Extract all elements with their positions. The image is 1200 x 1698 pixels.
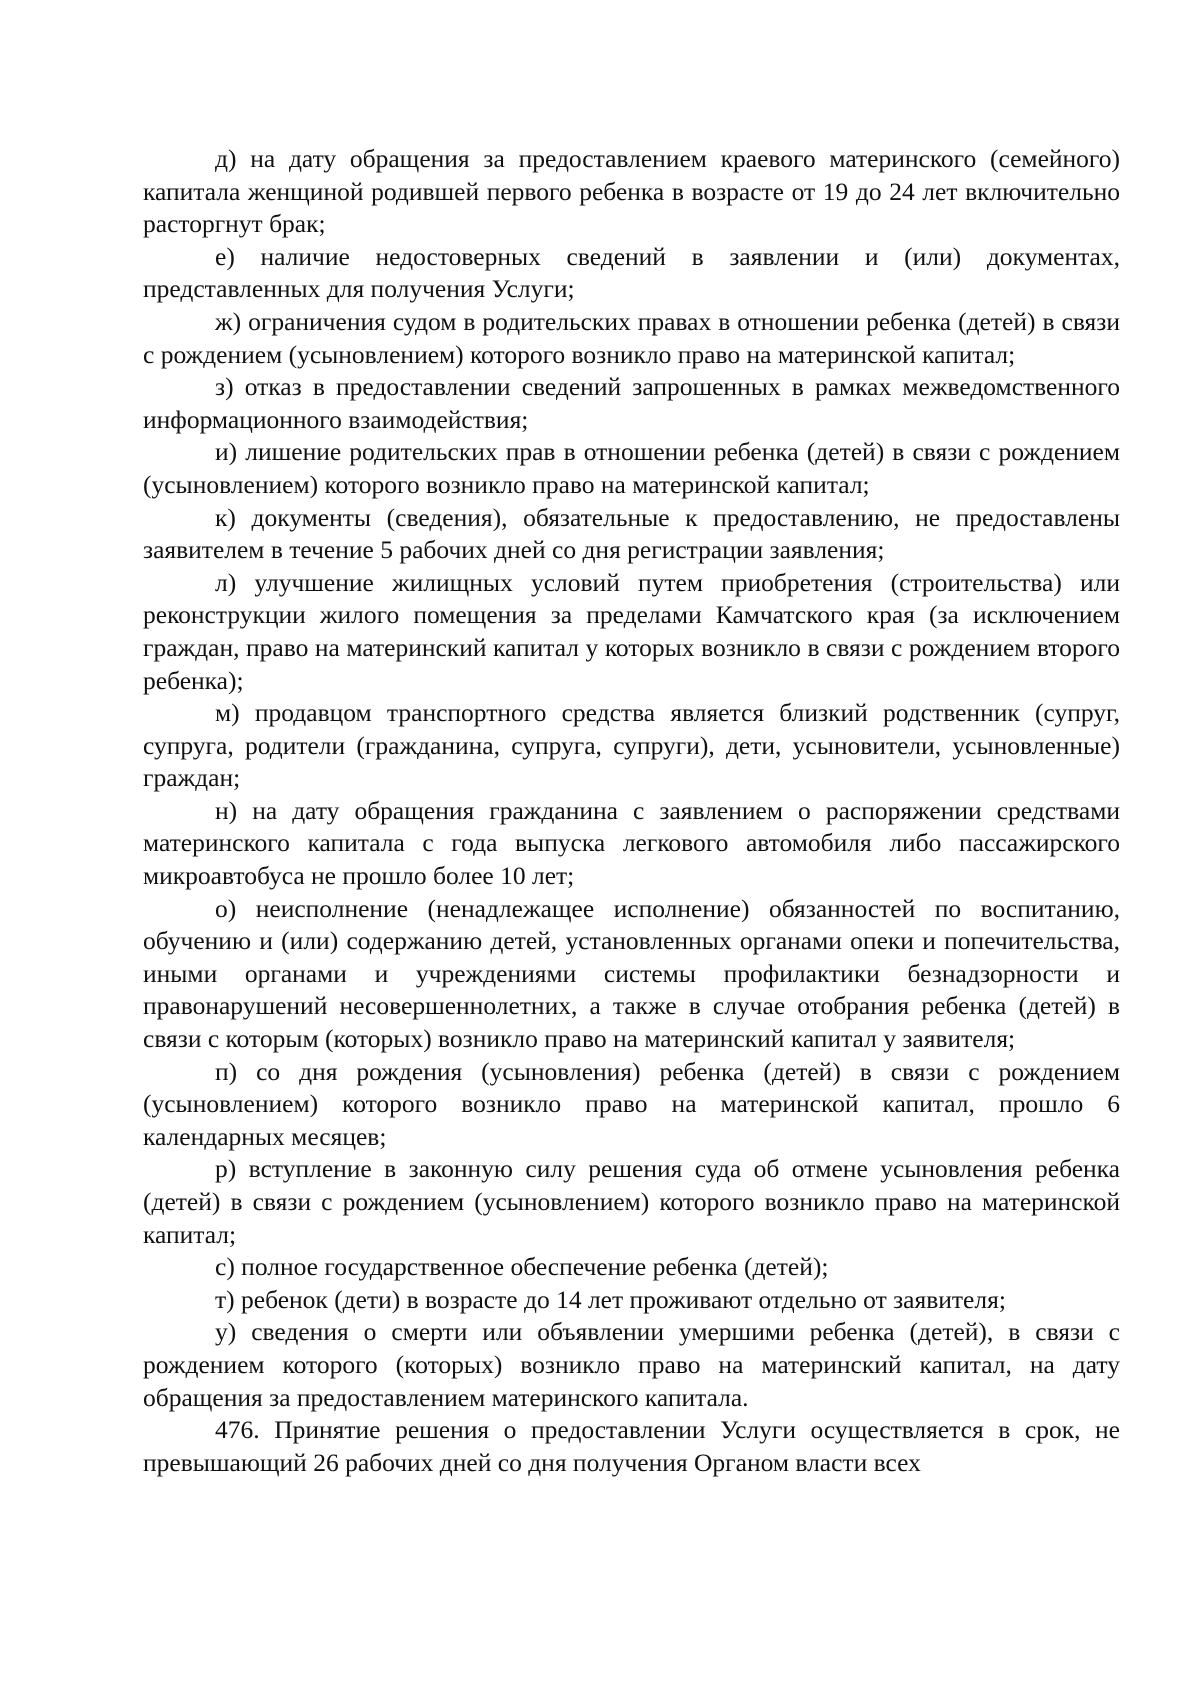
paragraph-n: н) на дату обращения гражданина с заявлением о распоряжении средствами материнского капитала с года выпуска легкового автомобиля либо пассажирского микроавтобуса не прошло более 10 лет; [143,795,1120,891]
paragraph-k: к) документы (сведения), обязательные к предоставлению, не предоставлены заявителем в течение 5 рабочих дней со дня регистрации заявления; [143,502,1120,565]
paragraph-p: п) со дня рождения (усыновления) ребенка (детей) в связи с рождением (усыновлением) которого возникло право на материнской капитал, прошло 6 календарных месяцев; [143,1056,1120,1151]
paragraph-i: и) лишение родительских прав в отношении ребенка (детей) в связи с рождением (усыновлением) которого возникло право на материнской капитал; [143,437,1120,499]
document-page [143,143,1120,1479]
paragraph-r: р) вступление в законную силу решения суда об отмене усыновления ребенка (детей) в связи с рождением (усыновлением) которого возникло право на материнской капитал; [143,1154,1120,1249]
paragraph-zh: ж) ограничения судом в родительских правах в отношении ребенка (детей) в связи с рождением (усыновлением) которого возникло право на материнской капитал; [143,306,1120,369]
paragraph-z: з) отказ в предоставлении сведений запрошенных в рамках межведомственного информационного взаимодействия; [143,372,1120,434]
paragraph-m: м) продавцом транспортного средства является близкий родственник (супруг, супруга, родители (гражданина, супруга, супруги), дети, усыновители, усыновленные) граждан; [143,698,1120,793]
paragraph-d: д) на дату обращения за предоставлением краевого материнского (семейного) капитала женщиной родившей первого ребенка в возрасте от 19 до 24 лет включительно расторгнут брак; [143,144,1120,239]
paragraph-s: с) полное государственное обеспечение ребенка (детей); [215,1252,829,1282]
paragraph-o: о) неисполнение (ненадлежащее исполнение) обязанностей по воспитанию, обучению и (или) содержанию детей, установленных органами опеки и попечительства, иными органами и учреждениями системы профилактики безнадзорности и правонарушений несовершеннолетних, а также в случае отобрания ребенка (детей) в связи с которым (которых) возникло право на материнский капитал у заявителя; [143,893,1120,1054]
paragraph-u: у) сведения о смерти или объявлении умершими ребенка (детей), в связи с рождением которого (которых) возникло право на материнский капитал, на дату обращения за предоставлением материнского капитала. [143,1317,1120,1412]
paragraph-e: е) наличие недостоверных сведений в заявлении и (или) документах, представленных для получения Услуги; [143,241,1120,304]
paragraph-l: л) улучшение жилищных условий путем приобретения (строительства) или реконструкции жилого помещения за пределами Камчатского края (за исключением граждан, право на материнский капитал у которых возникло в связи с рождением второго ребенка); [143,567,1120,695]
paragraph-t: т) ребенок (дети) в возрасте до 14 лет проживают отдельно от заявителя; [215,1284,1006,1314]
paragraph-476: 476. Принятие решения о предоставлении Услуги осуществляется в срок, не превышающий 26 рабочих дней со дня получения Органом власти всех [143,1415,1120,1477]
